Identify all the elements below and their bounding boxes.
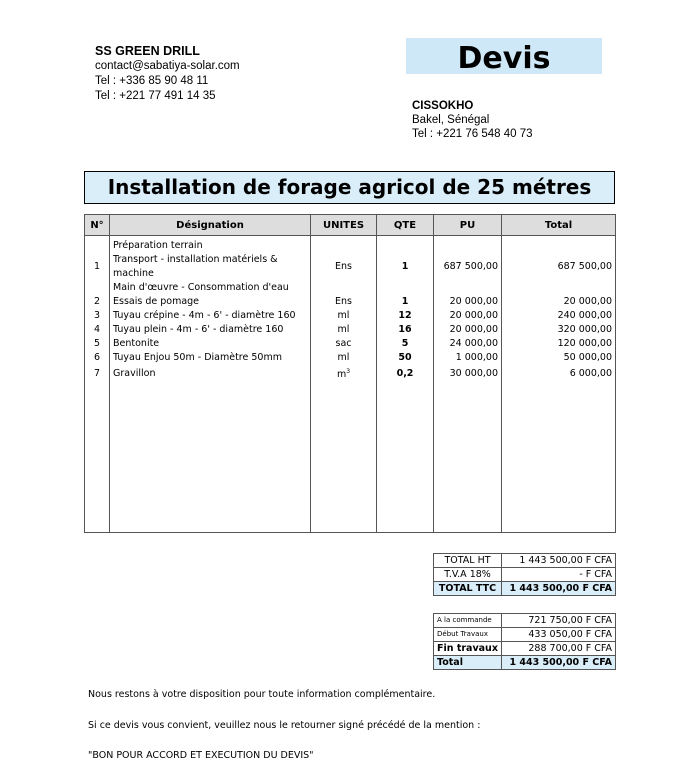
row-qty: 0,2 xyxy=(377,365,434,382)
table-filler-row xyxy=(85,382,616,532)
header-qty: QTE xyxy=(377,215,434,236)
row-pu: 687 500,00 xyxy=(434,236,502,296)
row-designation: Tuyau crépine - 4m - 6' - diamètre 160 xyxy=(110,309,311,323)
row-unit: ml xyxy=(311,309,377,323)
row-num: 7 xyxy=(85,365,110,382)
row-qty: 1 xyxy=(377,295,434,309)
row-designation xyxy=(110,236,311,296)
header-unit: UNITES xyxy=(311,215,377,236)
filler-cell xyxy=(110,382,311,532)
total-ttc-row xyxy=(434,582,616,596)
items-table xyxy=(84,214,616,533)
schedule-row xyxy=(434,614,616,628)
filler-cell xyxy=(377,382,434,532)
row-total: 6 000,00 xyxy=(502,365,616,382)
row-num: 1 xyxy=(85,236,110,296)
schedule-label: Début Travaux xyxy=(434,628,502,642)
row-qty: 1 xyxy=(377,236,434,296)
header-total: Total xyxy=(502,215,616,236)
total-ttc-value: 1 443 500,00 F CFA xyxy=(502,582,616,596)
row-unit: Ens xyxy=(311,295,377,309)
row-pu: 20 000,00 xyxy=(434,295,502,309)
schedule-row xyxy=(434,628,616,642)
designation-line: Transport - installation matériels & xyxy=(113,254,278,265)
designation-line: Préparation terrain xyxy=(113,240,203,251)
row-num: 2 xyxy=(85,295,110,309)
client-info xyxy=(412,99,662,141)
client-phone: Tel : +221 76 548 40 73 xyxy=(412,128,533,140)
totals-table xyxy=(433,553,616,596)
company-email: contact@sabatiya-solar.com xyxy=(95,60,240,72)
document-title-box xyxy=(406,38,602,74)
note-availability: Nous restons à votre disposition pour toute information complémentaire. xyxy=(88,689,436,700)
note-mention: "BON POUR ACCORD ET EXECUTION DU DEVIS" xyxy=(88,750,314,761)
row-total: 120 000,00 xyxy=(502,337,616,351)
schedule-value: 721 750,00 F CFA xyxy=(502,614,616,628)
row-pu: 20 000,00 xyxy=(434,309,502,323)
project-title: Installation de forage agricol de 25 métres xyxy=(107,175,592,199)
client-location: Bakel, Sénégal xyxy=(412,114,490,126)
row-total: 20 000,00 xyxy=(502,295,616,309)
row-designation: Essais de pomage xyxy=(110,295,311,309)
schedule-label: A la commande xyxy=(434,614,502,628)
row-qty: 50 xyxy=(377,351,434,365)
row-qty: 16 xyxy=(377,323,434,337)
total-ttc-label: TOTAL TTC xyxy=(434,582,502,596)
filler-cell xyxy=(85,382,110,532)
row-num: 5 xyxy=(85,337,110,351)
schedule-label: Fin travaux xyxy=(434,642,502,656)
filler-cell xyxy=(434,382,502,532)
tva-label: T.V.A 18% xyxy=(434,568,502,582)
row-pu: 1 000,00 xyxy=(434,351,502,365)
header-designation: Désignation xyxy=(110,215,311,236)
table-header-row xyxy=(85,215,616,236)
row-designation: Gravillon xyxy=(110,365,311,382)
table-row xyxy=(85,236,616,296)
row-unit xyxy=(311,365,377,382)
row-unit: ml xyxy=(311,323,377,337)
schedule-total-label: Total xyxy=(434,656,502,670)
row-num: 6 xyxy=(85,351,110,365)
row-qty: 5 xyxy=(377,337,434,351)
row-num: 4 xyxy=(85,323,110,337)
table-row xyxy=(85,295,616,309)
header-num: N° xyxy=(85,215,110,236)
row-unit: ml xyxy=(311,351,377,365)
row-num: 3 xyxy=(85,309,110,323)
tva-value: - F CFA xyxy=(502,568,616,582)
tva-row xyxy=(434,568,616,582)
row-pu: 24 000,00 xyxy=(434,337,502,351)
document-title: Devis xyxy=(457,41,551,76)
client-name: CISSOKHO xyxy=(412,100,474,112)
row-designation: Tuyau plein - 4m - 6' - diamètre 160 xyxy=(110,323,311,337)
row-unit: Ens xyxy=(311,236,377,296)
table-row xyxy=(85,365,616,382)
schedule-value: 288 700,00 F CFA xyxy=(502,642,616,656)
unit-superscript: 3 xyxy=(346,368,351,375)
row-designation: Tuyau Enjou 50m - Diamètre 50mm xyxy=(110,351,311,365)
schedule-value: 433 050,00 F CFA xyxy=(502,628,616,642)
row-designation: Bentonite xyxy=(110,337,311,351)
designation-line: Main d'œuvre - Consommation d'eau xyxy=(113,282,289,293)
table-row xyxy=(85,309,616,323)
schedule-total-row xyxy=(434,656,616,670)
company-phone-1: Tel : +336 85 90 48 11 xyxy=(95,75,209,87)
row-unit: sac xyxy=(311,337,377,351)
row-pu: 30 000,00 xyxy=(434,365,502,382)
filler-cell xyxy=(502,382,616,532)
company-phone-2: Tel : +221 77 491 14 35 xyxy=(95,90,216,102)
total-ht-label: TOTAL HT xyxy=(434,554,502,568)
header-pu: PU xyxy=(434,215,502,236)
filler-cell xyxy=(311,382,377,532)
company-name: SS GREEN DRILL xyxy=(95,44,200,58)
unit-text: m xyxy=(336,369,347,381)
table-row xyxy=(85,323,616,337)
total-ht-row xyxy=(434,554,616,568)
note-instructions: Si ce devis vous convient, veuillez nous le retourner signé précédé de la mention : xyxy=(88,720,481,731)
total-ht-value: 1 443 500,00 F CFA xyxy=(502,554,616,568)
schedule-row xyxy=(434,642,616,656)
payment-schedule-table xyxy=(433,613,616,670)
row-qty: 12 xyxy=(377,309,434,323)
project-title-box xyxy=(84,171,615,204)
row-pu: 20 000,00 xyxy=(434,323,502,337)
designation-line: machine xyxy=(113,268,154,279)
table-row xyxy=(85,351,616,365)
table-row xyxy=(85,337,616,351)
row-total: 687 500,00 xyxy=(502,236,616,296)
row-total: 240 000,00 xyxy=(502,309,616,323)
row-total: 50 000,00 xyxy=(502,351,616,365)
schedule-total-value: 1 443 500,00 F CFA xyxy=(502,656,616,670)
company-info xyxy=(95,44,395,104)
row-total: 320 000,00 xyxy=(502,323,616,337)
